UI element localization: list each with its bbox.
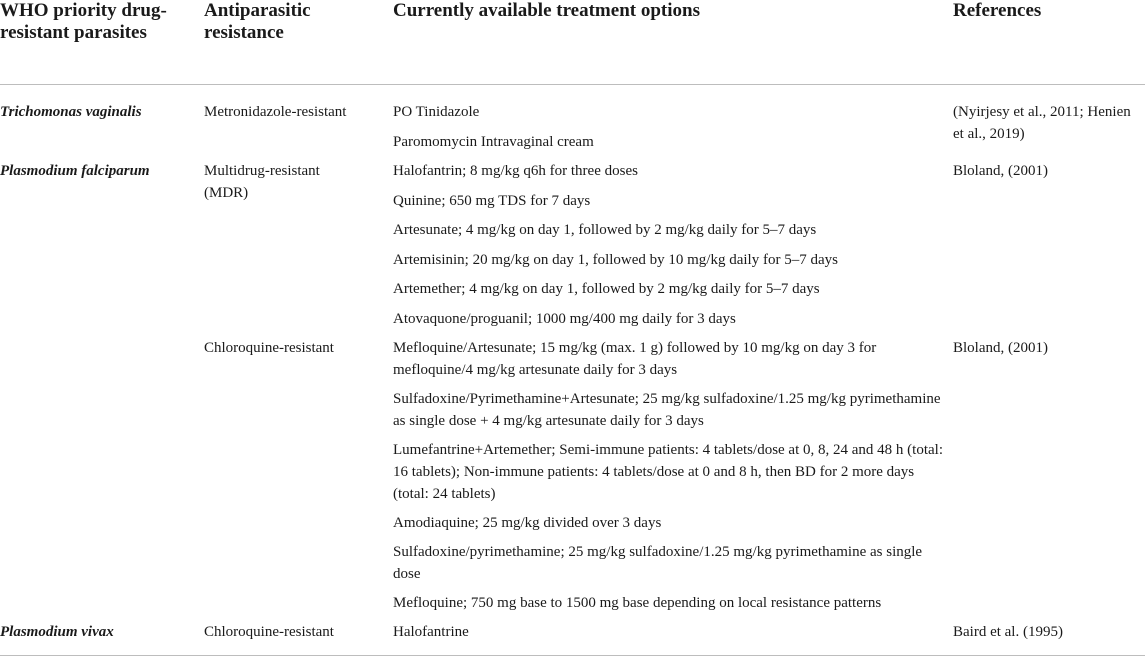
header-treatment: Currently available treatment options [393, 0, 700, 21]
header-divider [0, 84, 1145, 85]
row-2-treatment-5: Mefloquine; 750 mg base to 1500 mg base depending on local resistance patterns [393, 595, 882, 611]
row-3-parasite: Plasmodium vivax [0, 624, 114, 640]
row-2-references: Bloland, (2001) [953, 340, 1048, 356]
row-1-treatment-1: Quinine; 650 mg TDS for 7 days [393, 193, 591, 209]
row-1-resistance: Multidrug-resistant (MDR) [204, 163, 320, 201]
table-bottom-rule [0, 655, 1145, 656]
row-1-references: Bloland, (2001) [953, 163, 1048, 179]
row-2-treatment-4: Sulfadoxine/pyrimethamine; 25 mg/kg sulfadoxine/1.25 mg/kg pyrimethamine as single dose [393, 544, 923, 582]
row-1-treatment-4: Artemether; 4 mg/kg on day 1, followed by 2 mg/kg daily for 5–7 days [393, 281, 820, 297]
row-2-treatment-2: Lumefantrine+Artemether; Semi-immune patients: 4 tablets/dose at 0, 8, 24 and 48 h (total: 16 tablets); Non-immune patients: 4 tablets/dose at 0 and 8 h, then BD for 2 more days (total: 24 tablets) [393, 442, 943, 502]
header-references: References [953, 0, 1042, 21]
row-2-treatment-0: Mefloquine/Artesunate; 15 mg/kg (max. 1 g) followed by 10 mg/kg on day 3 for mefloquine/4 mg/kg artesunate daily for 3 days [393, 340, 877, 378]
row-1-treatment-2: Artesunate; 4 mg/kg on day 1, followed by 2 mg/kg daily for 5–7 days [393, 222, 817, 238]
row-0-references: (Nyirjesy et al., 2011; Henien et al., 2019) [953, 104, 1131, 142]
row-1-treatment-3: Artemisinin; 20 mg/kg on day 1, followed by 10 mg/kg daily for 5–7 days [393, 252, 838, 268]
row-2-treatment-1: Sulfadoxine/Pyrimethamine+Artesunate; 25 mg/kg sulfadoxine/1.25 mg/kg pyrimethamine as single dose + 4 mg/kg artesunate daily for 3 days [393, 391, 941, 429]
table-header [0, 0, 1145, 84]
row-0-treatment-1: Paromomycin Intravaginal cream [393, 134, 594, 150]
header-resistance: Antiparasitic resistance [204, 0, 311, 43]
row-1-parasite: Plasmodium falciparum [0, 163, 150, 179]
row-3-resistance: Chloroquine-resistant [204, 624, 334, 640]
header-parasite: WHO priority drug-resistant parasites [0, 0, 167, 43]
row-0-resistance: Metronidazole-resistant [204, 104, 347, 120]
row-2-treatment-3: Amodiaquine; 25 mg/kg divided over 3 days [393, 515, 662, 531]
row-3-references: Baird et al. (1995) [953, 624, 1063, 640]
row-3-treatment-0: Halofantrine [393, 624, 469, 640]
row-0-parasite: Trichomonas vaginalis [0, 104, 142, 120]
row-2-resistance: Chloroquine-resistant [204, 340, 334, 356]
row-1-treatment-5: Atovaquone/proguanil; 1000 mg/400 mg daily for 3 days [393, 311, 736, 327]
row-0-treatment-0: PO Tinidazole [393, 104, 480, 120]
row-1-treatment-0: Halofantrin; 8 mg/kg q6h for three doses [393, 163, 638, 179]
